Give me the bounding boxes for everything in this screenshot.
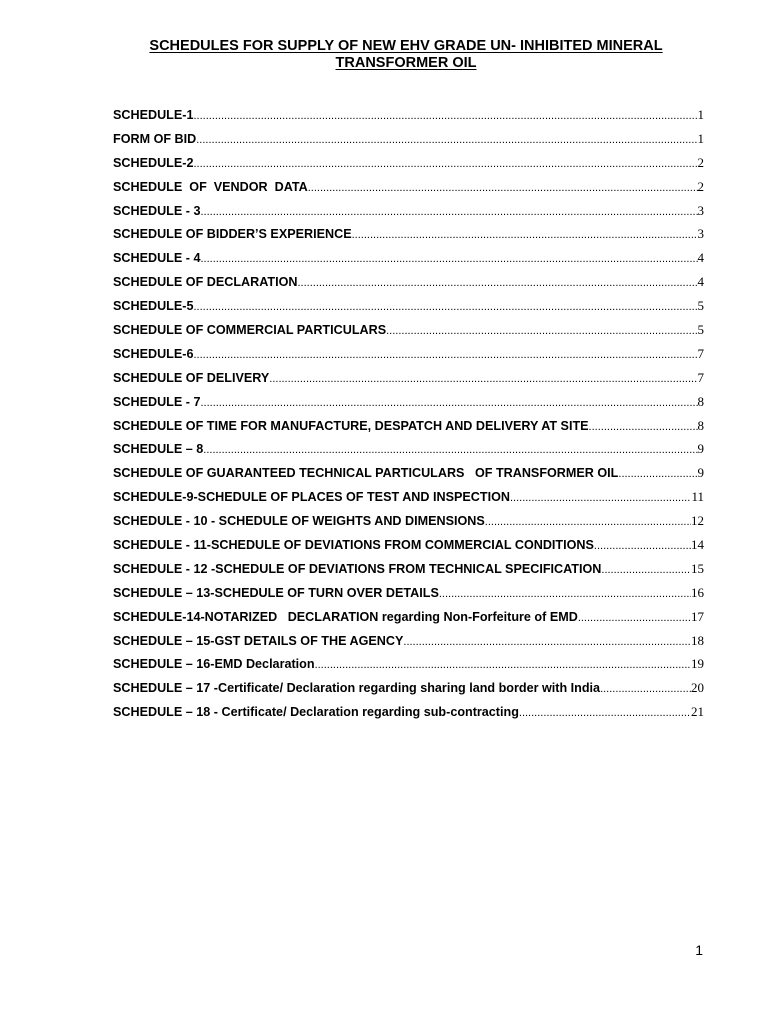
toc-entry-label: SCHEDULE – 15-GST DETAILS OF THE AGENCY bbox=[113, 633, 404, 648]
toc-entry-page: 16 bbox=[691, 584, 704, 600]
toc-entry[interactable] bbox=[113, 489, 704, 513]
toc-dot-leader bbox=[600, 683, 691, 695]
toc-dot-leader bbox=[200, 397, 697, 409]
toc-entry-label: SCHEDULE OF COMMERCIAL PARTICULARS bbox=[113, 323, 387, 338]
toc-entry-label: SCHEDULE-9-SCHEDULE OF PLACES OF TEST AND INSPECTION bbox=[113, 490, 510, 505]
toc-entry-label: SCHEDULE-1 bbox=[113, 108, 194, 122]
toc-dot-leader bbox=[200, 206, 697, 218]
toc-dot-leader bbox=[200, 253, 697, 265]
toc-entry[interactable] bbox=[113, 131, 704, 155]
toc-entry-label: SCHEDULE-14-NOTARIZED DECLARATION regarding Non-Forfeiture of EMD bbox=[113, 609, 578, 624]
toc-entry[interactable] bbox=[113, 561, 704, 585]
toc-entry-page: 1 bbox=[697, 130, 704, 146]
toc-entry-label: SCHEDULE – 16-EMD Declaration bbox=[113, 657, 315, 672]
toc-entry[interactable] bbox=[113, 155, 704, 179]
toc-entry-page: 5 bbox=[697, 322, 704, 338]
toc-entry-page: 7 bbox=[697, 369, 704, 385]
toc-entry-page: 11 bbox=[691, 489, 704, 505]
toc-dot-leader bbox=[485, 516, 691, 528]
toc-dot-leader bbox=[578, 612, 691, 624]
toc-entry-page: 4 bbox=[697, 274, 704, 290]
toc-entry-label: SCHEDULE OF VENDOR DATA bbox=[113, 179, 308, 194]
toc-entry[interactable] bbox=[113, 394, 704, 418]
toc-entry-label: SCHEDULE OF GUARANTEED TECHNICAL PARTICULARS OF TRANSFORMER OIL bbox=[113, 466, 619, 481]
toc-entry[interactable] bbox=[113, 704, 704, 728]
toc-entry-page: 3 bbox=[697, 226, 704, 242]
toc-entry[interactable] bbox=[113, 418, 704, 442]
toc-entry-label: SCHEDULE - 10 - SCHEDULE OF WEIGHTS AND DIMENSIONS bbox=[113, 514, 485, 529]
toc-entry-page: 14 bbox=[691, 537, 704, 553]
toc-dot-leader bbox=[203, 444, 697, 456]
toc-entry-label: SCHEDULE - 3 bbox=[113, 203, 201, 218]
toc-entry[interactable] bbox=[113, 298, 704, 322]
toc-dot-leader bbox=[519, 707, 691, 719]
toc-dot-leader bbox=[352, 229, 698, 241]
toc-entry-page: 5 bbox=[697, 298, 704, 314]
toc-dot-leader bbox=[618, 468, 697, 480]
document-title bbox=[96, 38, 716, 72]
toc-dot-leader bbox=[297, 277, 697, 289]
toc-entry[interactable] bbox=[113, 585, 704, 609]
toc-dot-leader bbox=[594, 540, 691, 552]
toc-entry[interactable] bbox=[113, 680, 704, 704]
toc-entry[interactable] bbox=[113, 250, 704, 274]
toc-entry-page: 8 bbox=[697, 417, 704, 433]
toc-dot-leader bbox=[193, 110, 697, 122]
toc-entry-label: SCHEDULE OF TIME FOR MANUFACTURE, DESPATCH AND DELIVERY AT SITE bbox=[113, 418, 589, 433]
toc-dot-leader bbox=[193, 349, 697, 361]
toc-entry-label: SCHEDULE – 17 -Certificate/ Declaration regarding sharing land border with India bbox=[113, 681, 601, 696]
toc-entry[interactable] bbox=[113, 441, 704, 465]
toc-dot-leader bbox=[193, 158, 697, 170]
toc-entry[interactable] bbox=[113, 322, 704, 346]
toc-entry-label: SCHEDULE – 13-SCHEDULE OF TURN OVER DETAILS bbox=[113, 585, 439, 600]
toc-dot-leader bbox=[308, 182, 698, 194]
toc-entry-page: 20 bbox=[691, 680, 704, 696]
toc-dot-leader bbox=[403, 636, 691, 648]
table-of-contents bbox=[113, 107, 704, 728]
toc-dot-leader bbox=[269, 373, 697, 385]
toc-entry[interactable] bbox=[113, 465, 704, 489]
toc-entry-page: 12 bbox=[691, 513, 704, 529]
toc-entry[interactable] bbox=[113, 107, 704, 131]
toc-entry-page: 3 bbox=[697, 202, 704, 218]
document-title-line-2: TRANSFORMER OIL bbox=[335, 55, 477, 71]
toc-dot-leader bbox=[439, 588, 691, 600]
toc-entry-page: 1 bbox=[697, 107, 704, 122]
toc-entry-page: 17 bbox=[691, 608, 704, 624]
toc-dot-leader bbox=[315, 659, 691, 671]
toc-entry-label: SCHEDULE - 4 bbox=[113, 251, 201, 266]
toc-entry-label: SCHEDULE-5 bbox=[113, 299, 194, 314]
toc-entry[interactable] bbox=[113, 346, 704, 370]
toc-entry[interactable] bbox=[113, 274, 704, 298]
toc-dot-leader bbox=[601, 564, 691, 576]
toc-dot-leader bbox=[510, 492, 692, 504]
toc-dot-leader bbox=[196, 134, 697, 146]
toc-entry[interactable] bbox=[113, 370, 704, 394]
toc-entry[interactable] bbox=[113, 179, 704, 203]
toc-entry-page: 19 bbox=[691, 656, 704, 672]
toc-entry-page: 15 bbox=[691, 560, 704, 576]
toc-entry-page: 21 bbox=[691, 704, 704, 720]
toc-entry-label: SCHEDULE OF BIDDER’S EXPERIENCE bbox=[113, 227, 352, 242]
toc-entry-label: FORM OF BID bbox=[113, 131, 197, 146]
toc-entry-label: SCHEDULE - 11-SCHEDULE OF DEVIATIONS FROM COMMERCIAL CONDITIONS bbox=[113, 538, 594, 553]
toc-entry[interactable] bbox=[113, 537, 704, 561]
toc-entry[interactable] bbox=[113, 609, 704, 633]
toc-entry-page: 18 bbox=[691, 632, 704, 648]
toc-entry-page: 2 bbox=[697, 154, 704, 170]
toc-dot-leader bbox=[589, 421, 698, 433]
toc-entry[interactable] bbox=[113, 203, 704, 227]
toc-entry-page: 7 bbox=[697, 345, 704, 361]
toc-entry-page: 9 bbox=[697, 441, 704, 457]
toc-entry-page: 9 bbox=[697, 465, 704, 481]
toc-entry-label: SCHEDULE – 8 bbox=[113, 442, 204, 457]
toc-entry-page: 2 bbox=[697, 178, 704, 194]
toc-entry[interactable] bbox=[113, 513, 704, 537]
page-number: 1 bbox=[695, 942, 703, 958]
toc-entry-label: SCHEDULE-6 bbox=[113, 346, 194, 361]
toc-entry-label: SCHEDULE-2 bbox=[113, 155, 194, 170]
toc-entry-page: 4 bbox=[697, 250, 704, 266]
toc-entry-label: SCHEDULE - 12 -SCHEDULE OF DEVIATIONS FROM TECHNICAL SPECIFICATION bbox=[113, 561, 602, 576]
toc-entry-label: SCHEDULE – 18 - Certificate/ Declaration regarding sub-contracting bbox=[113, 705, 519, 720]
document-title-line-1: SCHEDULES FOR SUPPLY OF NEW EHV GRADE UN- INHIBITED MINERAL bbox=[149, 38, 663, 54]
toc-entry-page: 8 bbox=[697, 393, 704, 409]
toc-dot-leader bbox=[193, 301, 697, 313]
toc-dot-leader bbox=[386, 325, 697, 337]
toc-entry[interactable] bbox=[113, 656, 704, 680]
toc-entry[interactable] bbox=[113, 226, 704, 250]
toc-entry-label: SCHEDULE - 7 bbox=[113, 394, 201, 409]
toc-entry-label: SCHEDULE OF DECLARATION bbox=[113, 275, 298, 290]
toc-entry[interactable] bbox=[113, 633, 704, 657]
toc-entry-label: SCHEDULE OF DELIVERY bbox=[113, 370, 270, 385]
